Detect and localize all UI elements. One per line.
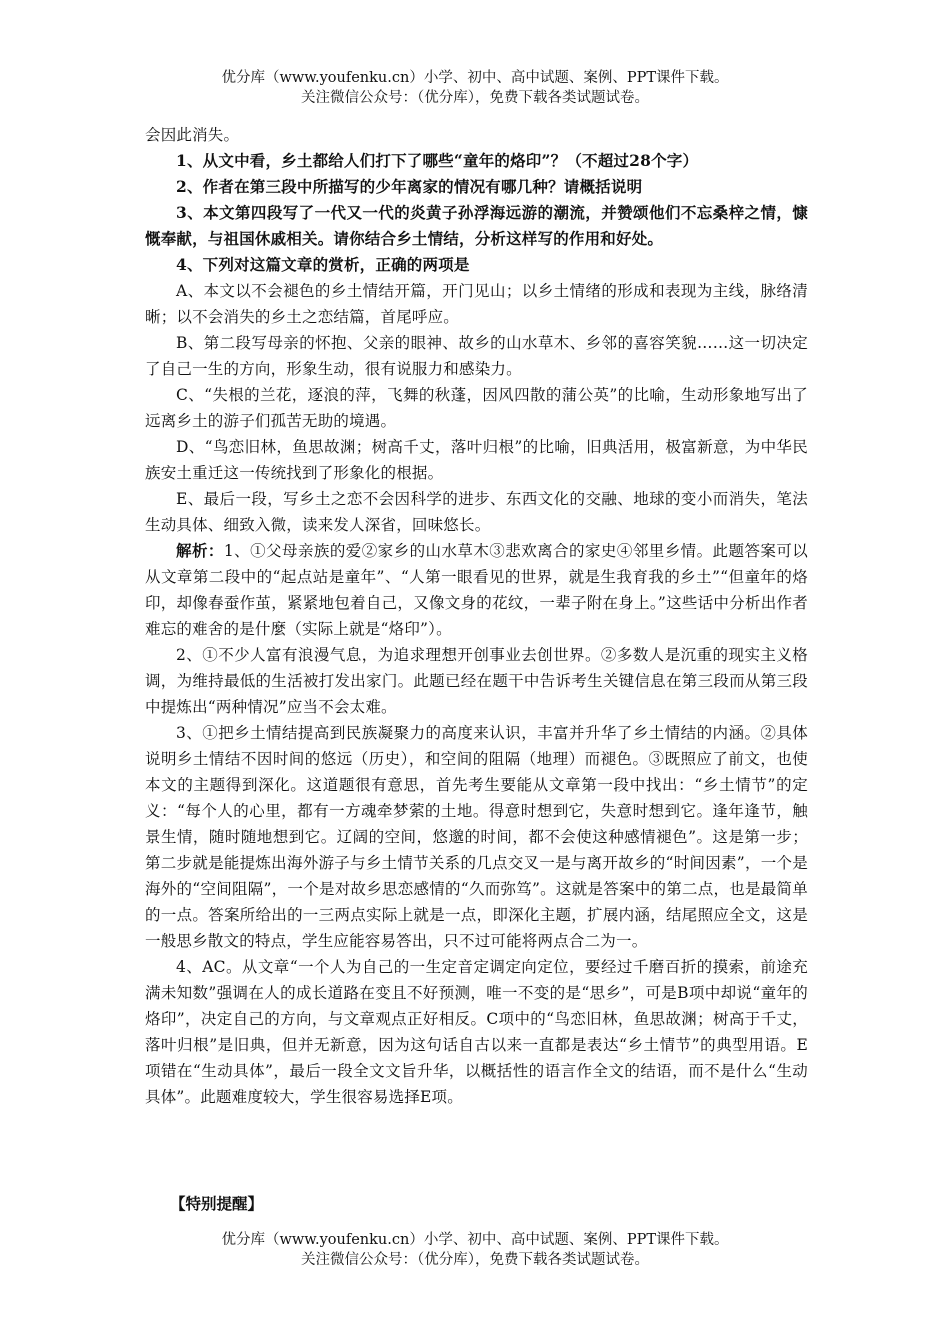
option-d: D、“鸟恋旧林，鱼思故渊；树高千丈，落叶归根”的比喻，旧典活用，极富新意，为中华民族安土重迁这一传统找到了形象化的根据。 bbox=[145, 438, 808, 482]
special-note-heading: 【特别提醒】 bbox=[170, 1194, 264, 1213]
analysis-label: 解析： bbox=[176, 541, 224, 560]
question-1: 1、从文中看，乡土都给人们打下了哪些“童年的烙印”？（不超过28个字） bbox=[176, 151, 699, 170]
option-e: E、最后一段，写乡土之恋不会因科学的进步、东西文化的交融、地球的变小而消失，笔法生动具体、细致入微，读来发人深省，回味悠长。 bbox=[145, 490, 808, 534]
document-body bbox=[145, 122, 808, 1110]
question-4: 4、下列对这篇文章的赏析，正确的两项是 bbox=[176, 255, 470, 274]
footer-line-2: 关注微信公众号：（优分库），免费下载各类试题试卷。 bbox=[301, 1252, 649, 1268]
header-line-2: 关注微信公众号：（优分库），免费下载各类试题试卷。 bbox=[301, 90, 649, 106]
header-line-1: 优分库（www.youfenku.cn）小学、初中、高中试题、案例、PPT课件下载。 bbox=[221, 70, 729, 86]
analysis-4: 4、AC。从文章“一个人为自己的一生定音定调定向定位，要经过千磨百折的摸索，前途充满未知数”强调在人的成长道路在变且不好预测，唯一不变的是“思乡”，可是B项中却说“童年的烙印”，决定自己的方向，与文章观点正好相反。C项中的“鸟恋旧林，鱼思故渊；树高于千丈，落叶归根”是旧典，但并无新意，因为这句话自古以来一直都是表达“乡土情节”的典型用语。E项错在“生动具体”，最后一段全文文旨升华，以概括性的语言作全文的结语，而不是什么“生动具体”。此题难度较大，学生很容易选择E项。 bbox=[145, 958, 808, 1106]
analysis-1-text: 1、①父母亲族的爱②家乡的山水草木③悲欢离合的家史④邻里乡情。此题答案可以从文章第二段中的“起点站是童年”、“人第一眼看见的世界，就是生我育我的乡土”“但童年的烙印，却像春蚕作茧，紧紧地包着自己，又像文身的花纹，一辈子附在身上。”这些话中分析出作者难忘的难舍的是什麼（实际上就是“烙印”）。 bbox=[145, 542, 808, 638]
analysis-3: 3、①把乡土情结提高到民族凝聚力的高度来认识，丰富并升华了乡土情结的内涵。②具体说明乡土情结不因时间的悠远（历史），和空间的阻隔（地理）而褪色。③既照应了前文，也使本文的主题得到深化。这道题很有意思，首先考生要能从文章第一段中找出：“乡土情节”的定义：“每个人的心里，都有一方魂牵梦萦的土地。得意时想到它，失意时想到它。逢年逢节，触景生情，随时随地想到它。辽阔的空间，悠邈的时间，都不会使这种感情褪色”。这是第一步；第二步就是能提炼出海外游子与乡土情节关系的几点交叉一是与离开故乡的“时间因素”，一个是海外的“空间阻隔”，一个是对故乡思恋感情的“久而弥笃”。这就是答案中的第二点，也是最简单的一点。答案所给出的一三两点实际上就是一点，即深化主题，扩展内涵，结尾照应全文，这是一般思乡散文的特点，学生应能容易答出，只不过可能将两点合二为一。 bbox=[145, 724, 808, 950]
option-a: A、本文以不会褪色的乡土情结开篇，开门见山；以乡土情绪的形成和表现为主线，脉络清晰；以不会消失的乡土之恋结篇，首尾呼应。 bbox=[145, 282, 808, 326]
carryover-text: 会因此消失。 bbox=[145, 126, 240, 144]
footer-line-1: 优分库（www.youfenku.cn）小学、初中、高中试题、案例、PPT课件下载。 bbox=[221, 1232, 729, 1248]
option-c: C、“失根的兰花，逐浪的萍，飞舞的秋蓬，因风四散的蒲公英”的比喻，生动形象地写出了远离乡土的游子们孤苦无助的境遇。 bbox=[145, 386, 808, 430]
page-header bbox=[0, 68, 950, 108]
question-2: 2、作者在第三段中所描写的少年离家的情况有哪几种？请概括说明 bbox=[176, 177, 643, 196]
analysis-1 bbox=[145, 538, 808, 642]
page-footer bbox=[0, 1230, 950, 1270]
question-3: 3、本文第四段写了一代又一代的炎黄子孙浮海远游的潮流，并赞颂他们不忘桑梓之情，慷慨奉献，与祖国休戚相关。请你结合乡土情结，分析这样写的作用和好处。 bbox=[145, 203, 808, 248]
option-b: B、第二段写母亲的怀抱、父亲的眼神、故乡的山水草木、乡邻的喜容笑貌……这一切决定了自己一生的方向，形象生动，很有说服力和感染力。 bbox=[145, 334, 808, 378]
analysis-2: 2、①不少人富有浪漫气息，为追求理想开创事业去创世界。②多数人是沉重的现实主义格调，为维持最低的生活被打发出家门。此题已经在题干中告诉考生关键信息在第三段而从第三段中提炼出“两种情况”应当不会太难。 bbox=[145, 646, 808, 716]
